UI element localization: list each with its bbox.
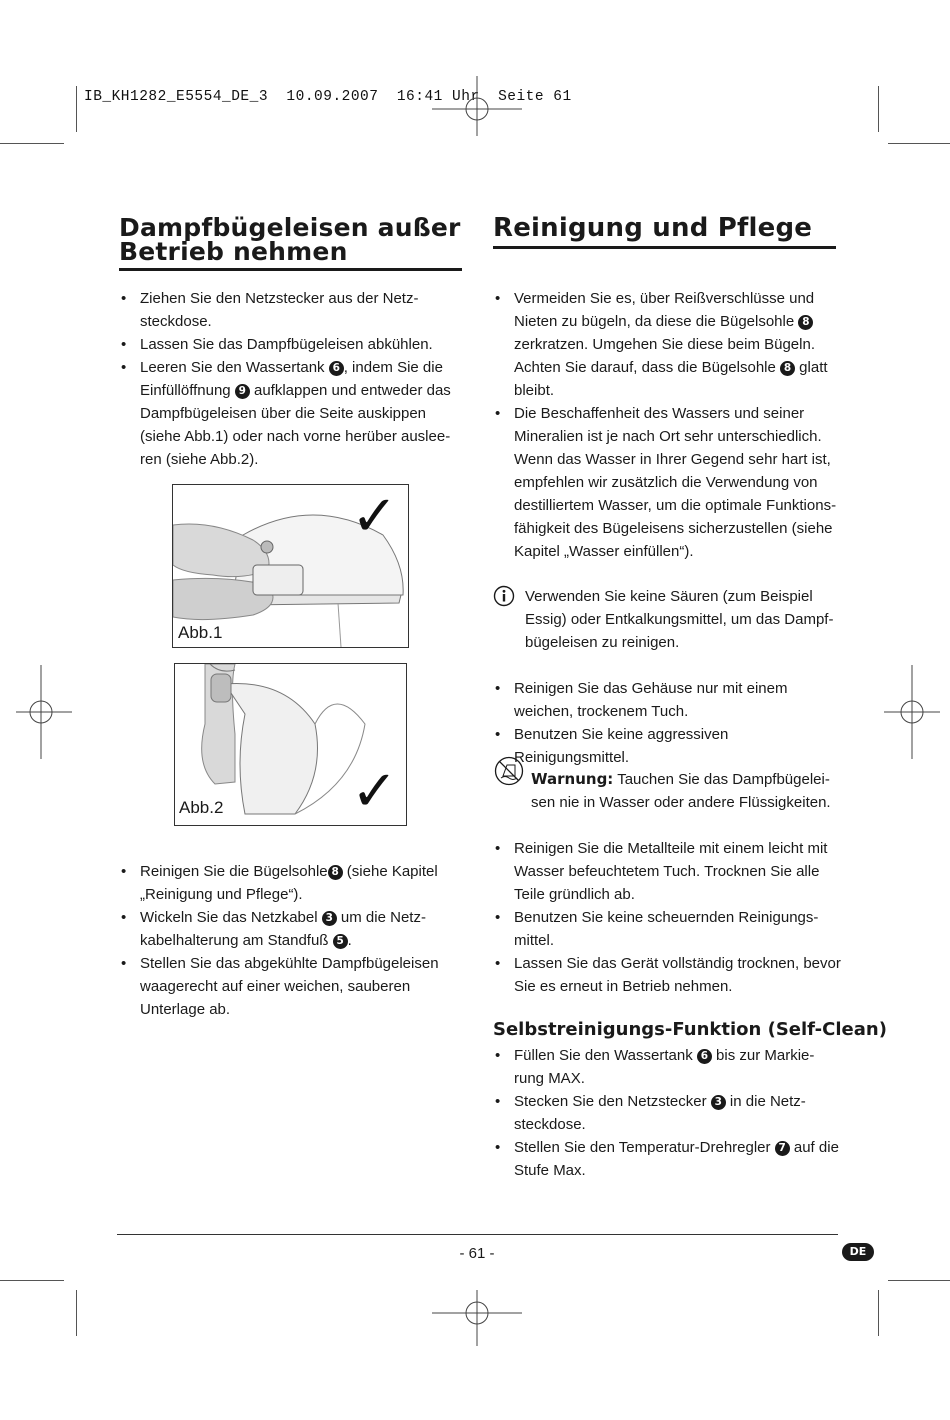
warning-note: Warnung: Tauchen Sie das Dampfbügelei- sen nie in Wasser oder andere Flüssigkeiten.	[531, 770, 831, 811]
checkmark-icon: ✓	[351, 484, 398, 549]
list-item: • Leeren Sie den Wassertank 6 , indem Sie die Einfüllöffnung 9 aufklappen und entweder das Dampfbügeleisen über die Seite auskippen (siehe Abb.1) oder nach vorne herüber auslee- ren (siehe Abb.2).	[119, 356, 464, 471]
right-bullet-list-1	[493, 287, 843, 563]
right-bullet-list-4	[493, 1044, 843, 1182]
print-header: IB_KH1282_E5554_DE_3 10.09.2007 16:41 Uhr Seite 61	[84, 89, 572, 105]
list-item: • Füllen Sie den Wassertank 6 bis zur Markie- rung MAX.	[493, 1044, 843, 1090]
list-item: • Stecken Sie den Netzstecker 3 in die Netz- steckdose.	[493, 1090, 843, 1136]
part-number-badge: 3	[711, 1095, 726, 1110]
left-bullet-list-1	[119, 287, 464, 471]
list-item: • Reinigen Sie die Bügelsohle 8 (siehe Kapitel „Reinigung und Pflege“).	[119, 860, 464, 906]
registration-mark-left	[16, 665, 72, 759]
list-item: • Reinigen Sie die Metallteile mit einem leicht mit Wasser befeuchtetem Tuch. Trocknen Sie alle Teile gründlich ab.	[493, 837, 843, 906]
page-number: - 61 -	[459, 1245, 495, 1262]
figure-caption: Abb.2	[179, 798, 224, 817]
part-number-badge: 8	[798, 315, 813, 330]
part-number-badge: 6	[697, 1049, 712, 1064]
list-item: • Ziehen Sie den Netzstecker aus der Netz- steckdose.	[119, 287, 464, 333]
list-item: • Wickeln Sie das Netzkabel 3 um die Netz- kabelhalterung am Standfuß 5 .	[119, 906, 464, 952]
part-number-badge: 3	[322, 911, 337, 926]
part-number-badge: 8	[780, 361, 795, 376]
figure-abb1	[172, 484, 409, 648]
figure-abb2	[174, 663, 407, 826]
right-title-rule	[493, 246, 836, 249]
registration-mark-top	[432, 76, 522, 136]
warning-label: Warnung:	[531, 770, 614, 788]
part-number-badge: 9	[235, 384, 250, 399]
list-item: • Vermeiden Sie es, über Reißverschlüsse und Nieten zu bügeln, da diese die Bügelsohle 8 zerkratzen. Umgehen Sie diese beim Bügeln. Achten Sie darauf, dass die Bügelsohle 8 glatt bleibt.	[493, 287, 843, 402]
list-item: • Die Beschaffenheit des Wassers und seiner Mineralien ist je nach Ort sehr unterschiedlich. Wenn das Wasser in Ihrer Gegend sehr hart ist, empfehlen wir zusätzlich die Verwendung von destilliertem Wasser, um die optimale Funktions- fähigkeit des Bügeleisens sicherzustellen (siehe Kapitel „Wasser einfüllen“).	[493, 402, 843, 563]
list-item: • Benutzen Sie keine aggressiven Reinigungsmittel.	[493, 723, 843, 769]
left-title-rule	[119, 268, 462, 271]
registration-mark-bottom	[432, 1290, 522, 1346]
checkmark-icon: ✓	[351, 759, 398, 824]
info-icon	[493, 585, 515, 607]
part-number-badge: 6	[329, 361, 344, 376]
list-item: • Stellen Sie das abgekühlte Dampfbügeleisen waagerecht auf einer weichen, sauberen Unterlage ab.	[119, 952, 464, 1021]
list-item: • Lassen Sie das Gerät vollständig trocknen, bevor Sie es erneut in Betrieb nehmen.	[493, 952, 843, 998]
list-item: • Reinigen Sie das Gehäuse nur mit einem weichen, trockenem Tuch.	[493, 677, 843, 723]
subsection-title: Selbstreinigungs-Funktion (Self-Clean)	[493, 1019, 887, 1040]
left-title-line-1: Dampfbügeleisen außer	[119, 213, 461, 242]
list-item: • Lassen Sie das Dampfbügeleisen abkühlen.	[119, 333, 464, 356]
right-section-title: Reinigung und Pflege	[493, 213, 813, 243]
part-number-badge: 5	[333, 934, 348, 949]
list-item: • Stellen Sie den Temperatur-Drehregler 7 auf die Stufe Max.	[493, 1136, 843, 1182]
right-bullet-list-2	[493, 677, 843, 769]
footer-rule	[117, 1234, 838, 1235]
no-immersion-warning-icon	[493, 756, 527, 786]
part-number-badge: 7	[775, 1141, 790, 1156]
list-item: • Benutzen Sie keine scheuernden Reinigungs- mittel.	[493, 906, 843, 952]
left-section-title	[119, 213, 461, 266]
figure-caption: Abb.1	[178, 623, 223, 642]
info-note: Verwenden Sie keine Säuren (zum Beispiel Essig) oder Entkalkungsmittel, um das Dampf- bügeleisen zu reinigen.	[525, 588, 834, 651]
left-title-line-2: Betrieb nehmen	[119, 237, 348, 266]
part-number-badge: 8	[328, 865, 343, 880]
right-bullet-list-3	[493, 837, 843, 998]
registration-mark-right	[884, 665, 940, 759]
left-bullet-list-2	[119, 860, 464, 1021]
language-badge: DE	[842, 1243, 874, 1261]
